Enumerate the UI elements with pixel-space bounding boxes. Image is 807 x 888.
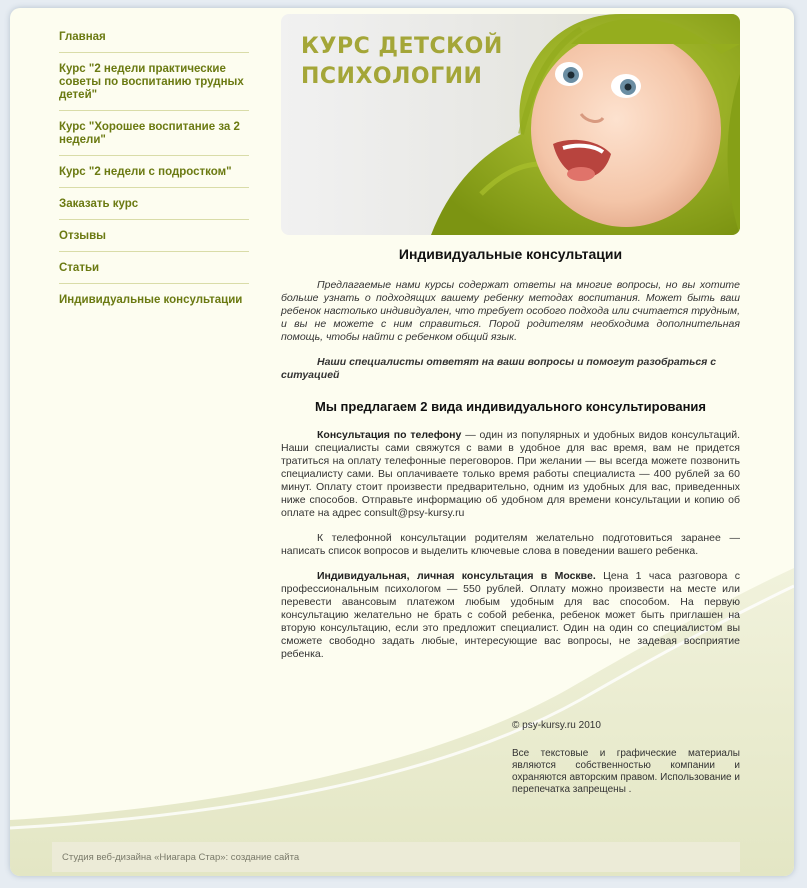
nav-item-course-good-upbringing[interactable]: Курс "Хорошее воспитание за 2 недели" xyxy=(59,118,249,156)
banner-title-line2: ПСИХОЛОГИИ xyxy=(301,64,483,89)
copyright: © psy-kursy.ru 2010 xyxy=(512,720,601,731)
banner-title xyxy=(301,32,503,92)
page-title: Индивидуальные консультации xyxy=(398,246,623,262)
nav-item-course-teenager[interactable]: Курс "2 недели с подростком" xyxy=(59,163,249,188)
intro-paragraph: Предлагаемые нами курсы содержат ответы на многие вопросы, но вы хотите больше узнать о подходящих вашему ребенку методах воспитания. Может быть ваш ребенок настолько индивидуален, что требует особого подхода или считается трудным, и вы не можете с ним справиться. Порой родителям необходима дополнительная помощь, чтобы найти с ребенком общий язык. xyxy=(281,279,740,343)
studio-credit-link[interactable]: Студия веб-дизайна «Ниагара Стар»: создание сайта xyxy=(62,852,300,863)
page-container xyxy=(10,8,794,876)
personal-consultation-title: Индивидуальная, личная консультация в Москве. xyxy=(317,570,596,582)
footer-info xyxy=(512,720,740,796)
header-banner xyxy=(281,14,740,235)
banner-title-line1: КУРС ДЕТСКОЙ xyxy=(301,34,503,59)
studio-bar xyxy=(52,842,740,872)
personal-consultation-paragraph xyxy=(281,570,740,661)
phone-consultation-title: Консультация по телефону xyxy=(317,429,462,441)
sidebar-nav xyxy=(59,28,249,322)
consultation-types-heading: Мы предлагаем 2 вида индивидуального консультирования xyxy=(314,399,706,414)
nav-item-course-difficult-children[interactable]: Курс "2 недели практические советы по воспитанию трудных детей" xyxy=(59,60,249,111)
phone-consultation-paragraph xyxy=(281,429,740,520)
nav-item-home[interactable]: Главная xyxy=(59,28,249,53)
nav-item-individual-consultations[interactable]: Индивидуальные консультации xyxy=(59,294,243,306)
nav-item-reviews[interactable]: Отзывы xyxy=(59,227,249,252)
personal-consultation-text: Цена 1 часа разговора с профессиональным психологом — 550 рублей. Оплату можно произвести на месте или перевести авансовым платежом любым удобным для вас способом. На первую консультацию желательно не брать с собой ребенка, ребенок может быть приглашен на вторую консультацию, если это предложит специалист. Один на один со специалистом вы сможете свободно задать любые, интересующие вас вопросы, не задевая восприятие ребенка. xyxy=(281,570,740,660)
phone-consultation-text: — один из популярных и удобных видов консультаций. Наши специалисты сами свяжутся с вами в удобное для вас время, вам не придется тратиться на оплату телефонные переговоров. При желании — вы всегда можете позвонить специалисту сами. Вы оплачиваете только время работы специалиста — 400 рублей за 60 минут. Оплату стоит произвести предварительно, одним из удобных для вас, приведенных ниже способов. Отправьте информацию об удобном для времени консультации и копию об оплате на адрес consult@psy-kursy.ru xyxy=(281,429,740,519)
intro-bold-paragraph: Наши специалисты ответят на ваши вопросы и помогут разобраться с ситуацией xyxy=(281,356,717,381)
main-content xyxy=(281,248,740,673)
nav-item-order-course[interactable]: Заказать курс xyxy=(59,195,249,220)
prepare-paragraph: К телефонной консультации родителям желательно подготовиться заранее — написать список вопросов и выделить ключевые слова в поведении вашего ребенка. xyxy=(281,532,740,557)
rights-notice: Все текстовые и графические материалы являются собственностью компании и охраняются авторским правом. Использование и перепечатка запрещены . xyxy=(512,748,740,795)
nav-item-articles[interactable]: Статьи xyxy=(59,259,249,284)
